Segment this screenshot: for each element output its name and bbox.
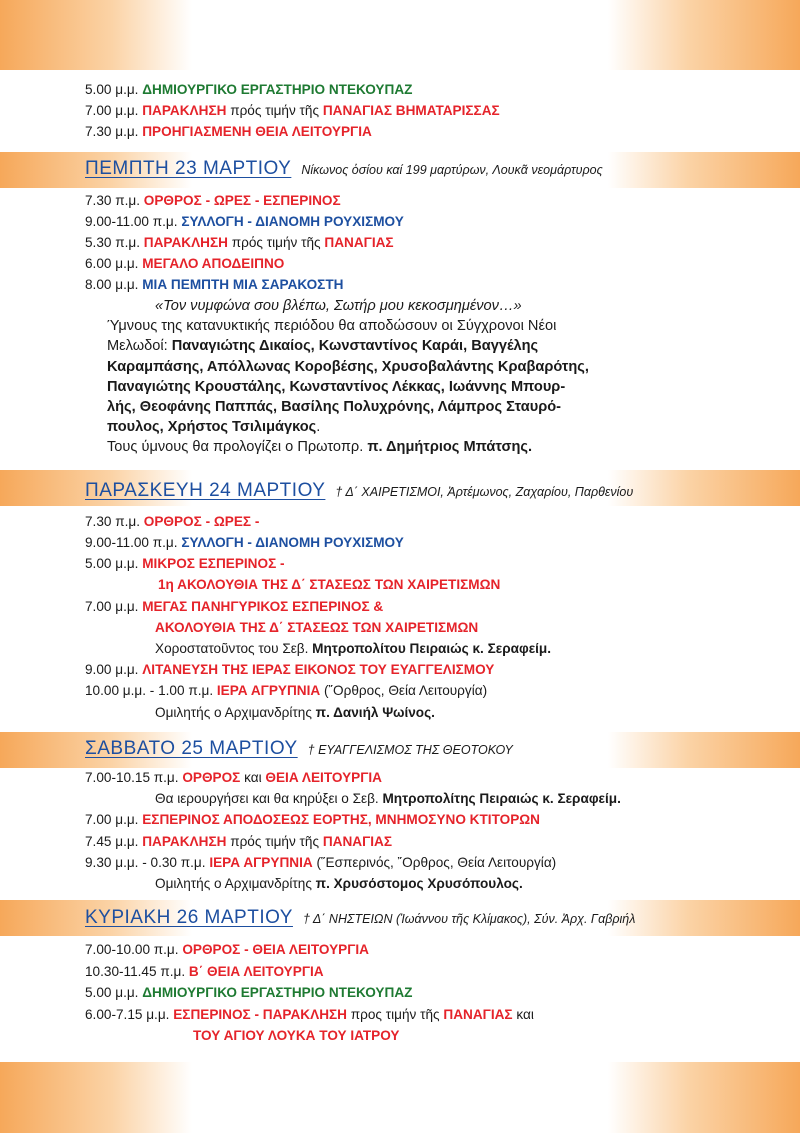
day-header-sunday	[85, 907, 635, 929]
day-header-saturday	[85, 738, 513, 760]
quote: «Τον νυμφώνα σου βλέπω, Σωτήρ μου κεκοσμημένον…»	[155, 298, 522, 314]
schedule-line: 1η ΑΚΟΛΟΥΘΙΑ ΤΗΣ Δ΄ ΣΤΑΣΕΩΣ ΤΩΝ ΧΑΙΡΕΤΙΣΜΩΝ	[158, 577, 501, 592]
schedule-line: 7.30 π.μ. ΟΡΘΡΟΣ - ΩΡΕΣ - ΕΣΠΕΡΙΝΟΣ	[85, 193, 341, 208]
feast-note: † ΕΥΑΓΓΕΛΙΣΜΟΣ ΤΗΣ ΘΕΟΤΟΚΟΥ	[307, 743, 513, 757]
schedule-line: ΑΚΟΛΟΥΘΙΑ ΤΗΣ Δ΄ ΣΤΑΣΕΩΣ ΤΩΝ ΧΑΙΡΕΤΙΣΜΩΝ	[155, 620, 479, 635]
feast-note: † Δ΄ ΝΗΣΤΕΙΩΝ (Ἰωάννου τῆς Κλίμακος), Σύν. Ἀρχ. Γαβριήλ	[302, 912, 636, 926]
day-header-thursday	[85, 158, 603, 180]
day-title: ΚΥΡΙΑΚΗ 26 ΜΑΡΤΙΟΥ	[85, 907, 293, 928]
schedule-line: 5.00 μ.μ. ΔΗΜΙΟΥΡΓΙΚΟ ΕΡΓΑΣΤΗΡΙΟ ΝΤΕΚΟΥΠΑΖ	[85, 82, 413, 97]
schedule-line: 7.30 π.μ. ΟΡΘΡΟΣ - ΩΡΕΣ -	[85, 514, 260, 529]
schedule-line: 7.00 μ.μ. ΜΕΓΑΣ ΠΑΝΗΓΥΡΙΚΟΣ ΕΣΠΕΡΙΝΟΣ &	[85, 599, 384, 614]
schedule-line: 6.00-7.15 μ.μ. ΕΣΠΕΡΙΝΟΣ - ΠΑΡΑΚΛΗΣΗ προς τιμήν τῆς ΠΑΝΑΓΙΑΣ και	[85, 1007, 534, 1022]
schedule-line: 9.00-11.00 π.μ. ΣΥΛΛΟΓΗ - ΔΙΑΝΟΜΗ ΡΟΥΧΙΣΜΟΥ	[85, 214, 404, 229]
schedule-line: 9.00 μ.μ. ΛΙΤΑΝΕΥΣΗ ΤΗΣ ΙΕΡΑΣ ΕΙΚΟΝΟΣ ΤΟΥ ΕΥΑΓΓΕΛΙΣΜΟΥ	[85, 662, 495, 677]
schedule-line: 7.00 μ.μ. ΠΑΡΑΚΛΗΣΗ πρός τιμήν τῆς ΠΑΝΑΓΙΑΣ ΒΗΜΑΤΑΡΙΣΣΑΣ	[85, 103, 500, 118]
schedule-line: 7.00 μ.μ. ΕΣΠΕΡΙΝΟΣ ΑΠΟΔΟΣΕΩΣ ΕΟΡΤΗΣ, ΜΝΗΜΟΣΥΝΟ ΚΤΙΤΟΡΩΝ	[85, 812, 540, 827]
schedule-line: 7.30 μ.μ. ΠΡΟΗΓΙΑΣΜΕΝΗ ΘΕΙΑ ΛΕΙΤΟΥΡΓΙΑ	[85, 124, 372, 139]
schedule-line: 10.00 μ.μ. - 1.00 π.μ. ΙΕΡΑ ΑΓΡΥΠΝΙΑ (῎Ορθρος, Θεία Λειτουργία)	[85, 683, 488, 698]
top-band	[0, 0, 800, 70]
day-title: ΠΑΡΑΣΚΕΥΗ 24 ΜΑΡΤΙΟΥ	[85, 480, 326, 501]
schedule-line: 5.00 μ.μ. ΔΗΜΙΟΥΡΓΙΚΟ ΕΡΓΑΣΤΗΡΙΟ ΝΤΕΚΟΥΠΑΖ	[85, 985, 413, 1000]
bottom-band	[0, 1062, 800, 1133]
schedule-line: Ομιλητής ο Αρχιμανδρίτης π. Χρυσόστομος Χρυσόπουλος.	[155, 876, 523, 891]
day-title: ΠΕΜΠΤΗ 23 ΜΑΡΤΙΟΥ	[85, 158, 292, 179]
schedule-line: Θα ιερουργήσει και θα κηρύξει ο Σεβ. Μητροπολίτης Πειραιώς κ. Σεραφείμ.	[155, 791, 621, 806]
schedule-line: 9.00-11.00 π.μ. ΣΥΛΛΟΓΗ - ΔΙΑΝΟΜΗ ΡΟΥΧΙΣΜΟΥ	[85, 535, 404, 550]
schedule-line: 9.30 μ.μ. - 0.30 π.μ. ΙΕΡΑ ΑΓΡΥΠΝΙΑ (῞Εσπερινός, ῎Ορθρος, Θεία Λειτουργία)	[85, 855, 557, 870]
day-title: ΣΑΒΒΑΤΟ 25 ΜΑΡΤΙΟΥ	[85, 738, 298, 759]
feast-note: † Δ΄ ΧΑΙΡΕΤΙΣΜΟΙ, Ἀρτέμωνος, Ζαχαρίου, Παρθενίου	[335, 485, 634, 499]
schedule-line: Ομιλητής ο Αρχιμανδρίτης π. Δανιήλ Ψωίνος.	[155, 705, 435, 720]
schedule-line: Χοροστατοῦντος του Σεβ. Μητροπολίτου Πειραιώς κ. Σεραφείμ.	[155, 641, 552, 656]
concert-description: «Τον νυμφώνα σου βλέπω, Σωτήρ μου κεκοσμημένον…» Ύμνους της κατανυκτικής περιόδου θα αποδώσουν οι Σύγχρονοι Νέοι Μελωδοί: Παναγιώτης Δικαίος, Κωνσταντίνος Καράι, Βαγγέλης Καραμπάσης, Απόλλωνας Κοροβέσης, Χρυσοβαλάντης Κραβαρότης, Παναγιώτης Κρουστάλης, Κωνσταντίνος Λέκκας, Ιωάννης Μπουρ- λής, Θεοφάνης Παππάς, Βασίλης Πολυχρόνης, Λάμπρος Σταυρό- πουλος, Χρήστος Τσιλιμάγκος. Τους ύμνους θα προλογίζει ο Πρωτοπρ. π. Δημήτριος Μπάτσης.	[107, 298, 589, 456]
day-header-friday	[85, 480, 633, 502]
schedule-line: 7.00-10.15 π.μ. ΟΡΘΡΟΣ και ΘΕΙΑ ΛΕΙΤΟΥΡΓΙΑ	[85, 770, 382, 785]
schedule-line: ΤΟΥ ΑΓΙΟΥ ΛΟΥΚΑ ΤΟΥ ΙΑΤΡΟΥ	[193, 1028, 400, 1043]
schedule-line: 7.00-10.00 π.μ. ΟΡΘΡΟΣ - ΘΕΙΑ ΛΕΙΤΟΥΡΓΙΑ	[85, 942, 369, 957]
schedule-line: 10.30-11.45 π.μ. Β΄ ΘΕΙΑ ΛΕΙΤΟΥΡΓΙΑ	[85, 964, 324, 979]
schedule-line: 5.00 μ.μ. ΜΙΚΡΟΣ ΕΣΠΕΡΙΝΟΣ -	[85, 556, 285, 571]
schedule-line: 5.30 π.μ. ΠΑΡΑΚΛΗΣΗ πρός τιμήν τῆς ΠΑΝΑΓΙΑΣ	[85, 235, 394, 250]
schedule-line: 6.00 μ.μ. ΜΕΓΑΛΟ ΑΠΟΔΕΙΠΝΟ	[85, 256, 285, 271]
feast-note: Νίκωνος ὁσίου καί 199 μαρτύρων, Λουκᾶ νεομάρτυρος	[301, 163, 603, 177]
schedule-line: 8.00 μ.μ. ΜΙΑ ΠΕΜΠΤΗ ΜΙΑ ΣΑΡΑΚΟΣΤΗ	[85, 277, 344, 292]
schedule-line: 7.45 μ.μ. ΠΑΡΑΚΛΗΣΗ πρός τιμήν τῆς ΠΑΝΑΓΙΑΣ	[85, 834, 393, 849]
